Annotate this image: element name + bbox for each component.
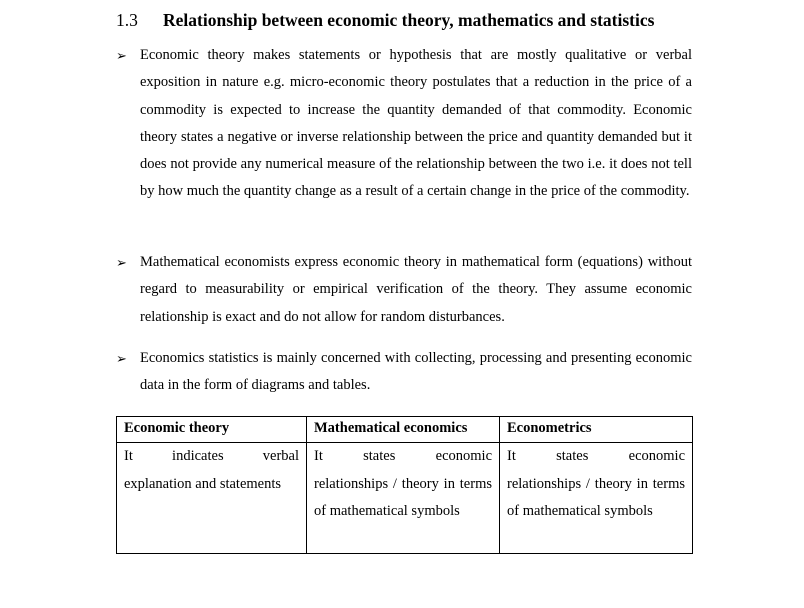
comparison-table bbox=[116, 416, 693, 554]
header-econometrics: Econometrics bbox=[500, 417, 693, 443]
arrow-bullet-icon: ➢ bbox=[116, 351, 127, 366]
cell-mathematical-economics: It states economic relationships / theory in terms of mathematical symbols bbox=[307, 443, 500, 554]
section-heading bbox=[116, 10, 654, 31]
arrow-bullet-icon: ➢ bbox=[116, 255, 127, 270]
arrow-bullet-icon: ➢ bbox=[116, 48, 127, 63]
cell-econometrics: It states economic relationships / theory in terms of mathematical symbols bbox=[500, 443, 693, 554]
table-header-row bbox=[117, 417, 693, 443]
bullet-text: Economic theory makes statements or hypothesis that are mostly qualitative or verbal exposition in nature e.g. micro-economic theory postulates that a reduction in the price of a commodity is expected to increase the quantity demanded of that commodity. Economic theory states a negative or inverse relationship between the price and quantity demanded but it does not provide any numerical measure of the relationship between the two i.e. it does not tell by how much the quantity change as a result of a certain change in the price of the commodity. bbox=[140, 47, 692, 200]
bullet-text: Mathematical economists express economic theory in mathematical form (equations) without regard to measurability or empirical verification of the theory. They assume economic relationship is exact and do not allow for random disturbances. bbox=[140, 254, 692, 325]
header-mathematical-economics: Mathematical economics bbox=[307, 417, 500, 443]
header-economic-theory: Economic theory bbox=[117, 417, 307, 443]
section-title: Relationship between economic theory, mathematics and statistics bbox=[163, 10, 655, 30]
bullet-paragraph-mathematical-economists bbox=[116, 249, 692, 331]
bullet-text: Economics statistics is mainly concerned with collecting, processing and presenting economic data in the form of diagrams and tables. bbox=[140, 350, 692, 394]
cell-economic-theory: It indicates verbal explanation and statements bbox=[117, 443, 307, 554]
bullet-paragraph-economic-theory bbox=[116, 42, 692, 206]
section-number: 1.3 bbox=[116, 10, 138, 30]
table-row bbox=[117, 443, 693, 554]
bullet-paragraph-economics-statistics bbox=[116, 345, 692, 400]
